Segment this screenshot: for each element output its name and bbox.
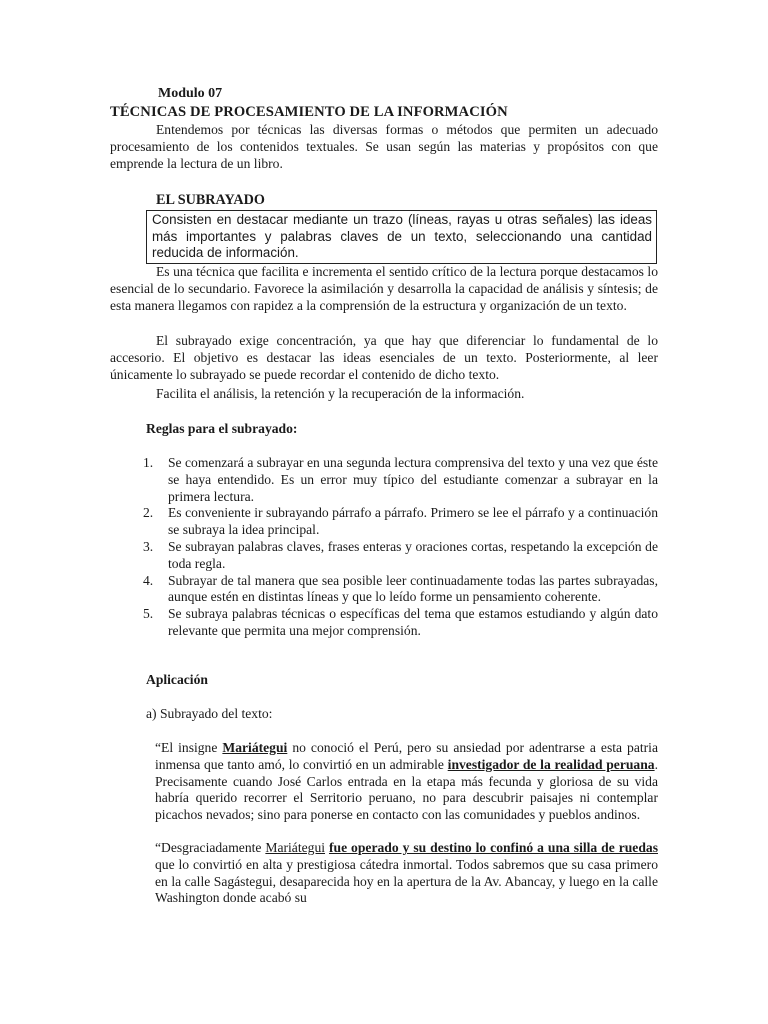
underlined-word: Mariátegui bbox=[265, 840, 326, 855]
intro-paragraph: Entendemos por técnicas las diversas formas o métodos que permiten un adecuado procesamiento de los contenidos textuales. Se usan según las materias y propósitos con que emprende la lectura de un libro. bbox=[110, 122, 658, 171]
list-number: 2. bbox=[143, 505, 154, 521]
quote-text: “El insigne bbox=[155, 740, 223, 755]
list-text: Se subrayan palabras claves, frases enteras y oraciones cortas, respetando la excepción de toda regla. bbox=[168, 538, 658, 571]
quoted-paragraph-2 bbox=[155, 840, 658, 907]
quote-text: que lo convirtió en alta y prestigiosa cátedra inmortal. Todos sabremos que su casa primero en la calle Sagástegui, desaparecida hoy en la apertura de la Av. Abancay, y luego en la calle Washington donde acabó su bbox=[155, 856, 658, 906]
list-text: Se comenzará a subrayar en una segunda lectura comprensiva del texto y una vez que éste se haya entendido. Es un error muy típico del estudiante comenzar a subrayar en la primera lectura. bbox=[168, 455, 658, 504]
list-text: Se subraya palabras técnicas o específicas del tema que estamos estudiando y algún dato relevante que permita una mejor comprensión. bbox=[168, 606, 658, 638]
underlined-phrase: Mariátegui bbox=[222, 740, 288, 755]
document-title: TÉCNICAS DE PROCESAMIENTO DE LA INFORMACIÓN bbox=[110, 104, 508, 120]
rules-heading: Reglas para el subrayado: bbox=[146, 421, 298, 436]
list-text: Subrayar de tal manera que sea posible leer continuadamente todas las partes subrayadas, aunque estén en distintas líneas y que lo leído forme un pensamiento coherente. bbox=[168, 572, 658, 605]
list-item bbox=[110, 606, 658, 640]
list-number: 3. bbox=[143, 538, 154, 554]
list-item bbox=[110, 539, 658, 573]
list-item bbox=[110, 505, 658, 539]
list-text: Es conveniente ir subrayando párrafo a párrafo. Primero se lee el párrafo y a continuación se subraya la idea principal. bbox=[168, 505, 658, 538]
application-subheading: a) Subrayado del texto: bbox=[146, 706, 273, 721]
quoted-paragraph-1 bbox=[155, 740, 658, 824]
list-number: 5. bbox=[143, 606, 154, 622]
body-paragraph-3: Facilita el análisis, la retención y la recuperación de la información. bbox=[156, 386, 525, 401]
application-heading: Aplicación bbox=[146, 672, 208, 687]
quote-text: no conoció el Perú, pero su ansiedad por adentrarse a esta patria inmensa que tanto amó, lo convirtió en un admirable bbox=[155, 740, 658, 772]
body-paragraph-1: Es una técnica que facilita e incrementa el sentido crítico de la lectura porque destacamos lo esencial de lo secundario. Favorece la asimilación y desarrolla la capacidad de análisis y síntesis; de esta manera llegamos con rapidez a la comprensión de la estructura y organización de un texto. bbox=[110, 264, 658, 313]
underlined-phrase: investigador de la realidad peruana bbox=[447, 756, 655, 772]
definition-box: Consisten en destacar mediante un trazo (líneas, rayas u otras señales) las ideas más importantes y palabras claves de un texto, seleccionando una cantidad reducida de información. bbox=[146, 210, 657, 264]
body-paragraph-2: El subrayado exige concentración, ya que hay que diferenciar lo fundamental de lo accesorio. El objetivo es destacar las ideas esenciales de un texto. Posteriormente, al leer únicamente lo subrayado se puede recordar el contenido de dicho texto. bbox=[110, 333, 658, 382]
list-number: 1. bbox=[143, 455, 154, 470]
rules-list bbox=[110, 455, 658, 640]
section-heading-subrayado: EL SUBRAYADO bbox=[156, 192, 265, 208]
quote-text: “Desgraciadamente bbox=[155, 840, 266, 855]
list-number: 4. bbox=[143, 572, 154, 588]
list-item bbox=[110, 573, 658, 607]
underlined-phrase: fue operado y su destino lo confinó a una silla de ruedas bbox=[328, 840, 658, 855]
quote-text: . Precisamente cuando José Carlos entrada en la etapa más fecunda y gloriosa de su vida habría querido recorrer el Serritorio peruano, no para descubrir paisajes ni contemplar picachos nevados; sino para ponerse en contacto con las comunidades y pueblos andinos. bbox=[155, 756, 658, 823]
module-label: Modulo 07 bbox=[158, 86, 223, 101]
list-item bbox=[110, 455, 658, 505]
